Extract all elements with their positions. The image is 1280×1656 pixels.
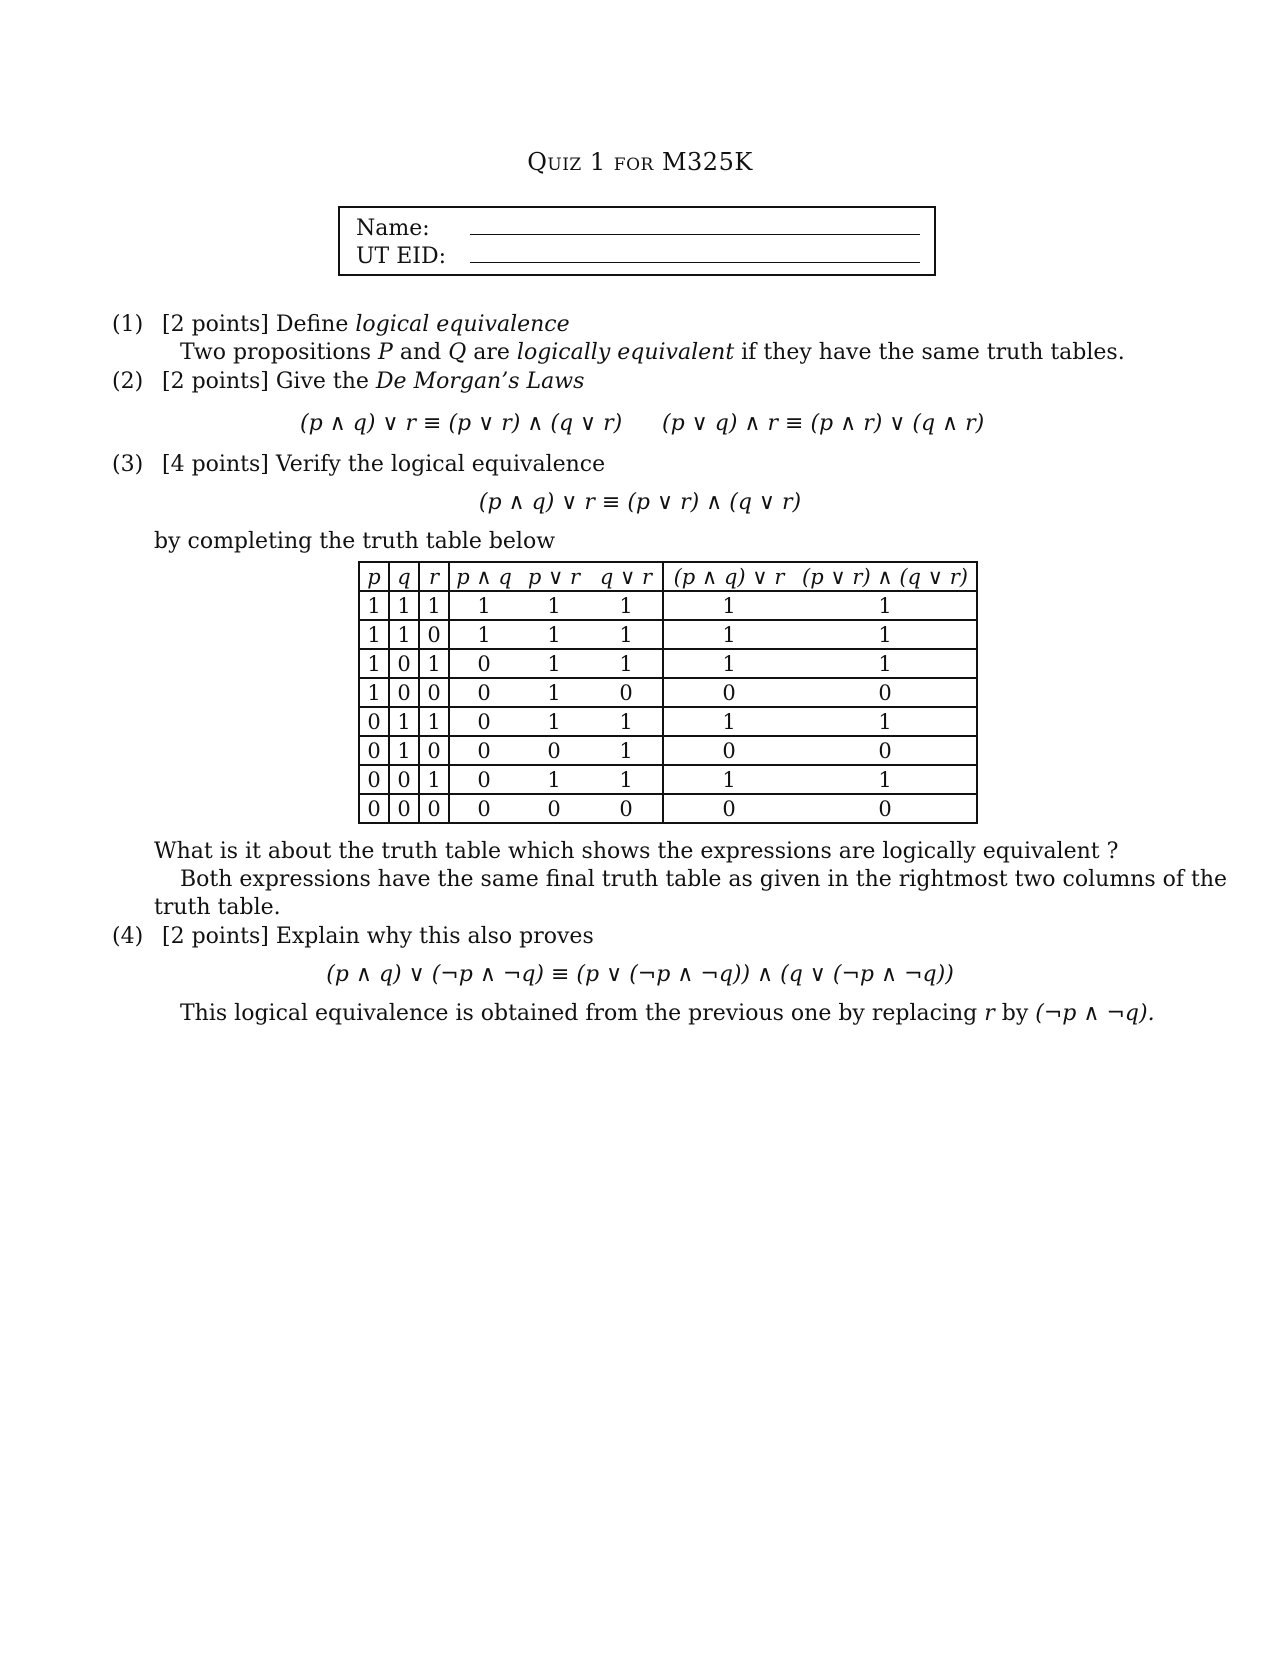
q3-prompt-text: Verify the logical equivalence xyxy=(275,452,606,477)
q3-followup-question: What is it about the truth table which shows the expressions are logically equivalent ? xyxy=(154,839,1119,864)
table-cell: 0 xyxy=(419,794,449,823)
truth-table-header-row xyxy=(359,562,977,591)
q1-prompt-text: Define xyxy=(275,312,349,337)
header-q: q xyxy=(389,562,419,591)
table-row xyxy=(359,794,977,823)
table-cell: 1 xyxy=(419,707,449,736)
table-cell: 0 xyxy=(663,736,794,765)
table-cell: 1 xyxy=(590,707,663,736)
q1-points: [2 points] xyxy=(162,312,269,337)
q1-answer-var-p: P xyxy=(378,340,393,365)
table-cell: 0 xyxy=(419,736,449,765)
header-rhs: (p ∨ r) ∧ (q ∨ r) xyxy=(794,562,977,591)
q4-number: (4) xyxy=(112,924,144,949)
table-cell: 1 xyxy=(449,591,518,620)
table-cell: 1 xyxy=(359,649,389,678)
q3-points: [4 points] xyxy=(162,452,269,477)
q1-answer-text: Two propositions xyxy=(180,340,379,365)
table-row xyxy=(359,765,977,794)
table-cell: 1 xyxy=(663,765,794,794)
q2-points: [2 points] xyxy=(162,369,269,394)
table-cell: 0 xyxy=(518,736,590,765)
q4-points: [2 points] xyxy=(162,924,269,949)
table-row xyxy=(359,736,977,765)
q2-prompt xyxy=(162,368,584,396)
q1-number: (1) xyxy=(112,312,144,337)
table-cell: 1 xyxy=(419,765,449,794)
table-row xyxy=(359,707,977,736)
student-id-box xyxy=(338,206,936,276)
table-cell: 1 xyxy=(518,591,590,620)
header-p-and-q: p ∧ q xyxy=(449,562,518,591)
q4-answer-var: r xyxy=(984,1001,995,1026)
table-cell: 1 xyxy=(389,707,419,736)
table-cell: 0 xyxy=(449,794,518,823)
q3-number: (3) xyxy=(112,452,144,477)
q1-answer-var-q: Q xyxy=(448,340,467,365)
name-field-line[interactable] xyxy=(470,234,920,235)
q4-prompt xyxy=(162,923,594,951)
q2-prompt-term: De Morgan’s Laws xyxy=(375,369,585,394)
truth-table-body xyxy=(359,591,977,823)
table-cell: 1 xyxy=(590,765,663,794)
q3-instruction: by completing the truth table below xyxy=(154,529,556,554)
name-label: Name: xyxy=(356,216,430,241)
q2-law-1: (p ∧ q) ∨ r ≡ (p ∨ r) ∧ (q ∨ r) xyxy=(300,411,623,436)
table-cell: 1 xyxy=(518,678,590,707)
table-row xyxy=(359,591,977,620)
table-row xyxy=(359,620,977,649)
q3-equivalence: (p ∧ q) ∨ r ≡ (p ∨ r) ∧ (q ∨ r) xyxy=(478,490,802,515)
q1-answer-text: are xyxy=(466,340,517,365)
header-lhs: (p ∧ q) ∨ r xyxy=(663,562,794,591)
q1-prompt xyxy=(162,311,570,339)
table-cell: 0 xyxy=(794,736,977,765)
q1-answer xyxy=(180,339,1125,367)
table-cell: 1 xyxy=(794,765,977,794)
q4-equivalence: (p ∧ q) ∨ (¬p ∧ ¬q) ≡ (p ∨ (¬p ∧ ¬q)) ∧ (q ∨ (¬p ∧ ¬q)) xyxy=(326,962,954,987)
table-cell: 0 xyxy=(359,707,389,736)
table-cell: 1 xyxy=(590,620,663,649)
title-prefix: Quiz 1 for xyxy=(527,148,654,176)
table-cell: 1 xyxy=(663,620,794,649)
header-q-or-r: q ∨ r xyxy=(590,562,663,591)
table-cell: 1 xyxy=(590,649,663,678)
eid-label: UT EID: xyxy=(356,244,447,269)
table-cell: 1 xyxy=(359,678,389,707)
table-cell: 0 xyxy=(359,765,389,794)
q1-answer-text: if they have the same truth tables. xyxy=(734,340,1125,365)
table-cell: 1 xyxy=(449,620,518,649)
title-course: M325K xyxy=(661,148,753,176)
table-cell: 0 xyxy=(590,678,663,707)
q1-answer-text: and xyxy=(392,340,449,365)
eid-field-line[interactable] xyxy=(470,262,920,263)
table-cell: 1 xyxy=(389,591,419,620)
table-cell: 0 xyxy=(359,794,389,823)
table-cell: 0 xyxy=(449,649,518,678)
table-cell: 1 xyxy=(518,620,590,649)
table-cell: 1 xyxy=(794,649,977,678)
header-r: r xyxy=(419,562,449,591)
table-cell: 1 xyxy=(663,591,794,620)
table-cell: 1 xyxy=(590,736,663,765)
table-cell: 0 xyxy=(663,678,794,707)
table-cell: 1 xyxy=(389,620,419,649)
table-cell: 0 xyxy=(449,736,518,765)
header-p: p xyxy=(359,562,389,591)
q2-prompt-text: Give the xyxy=(275,369,369,394)
table-cell: 1 xyxy=(518,707,590,736)
table-cell: 1 xyxy=(419,591,449,620)
table-cell: 0 xyxy=(590,794,663,823)
q2-law-2: (p ∨ q) ∧ r ≡ (p ∧ r) ∨ (q ∧ r) xyxy=(662,411,985,436)
table-cell: 0 xyxy=(794,794,977,823)
table-cell: 0 xyxy=(389,765,419,794)
q4-answer-text: This logical equivalence is obtained from the previous one by replacing xyxy=(180,1001,978,1026)
table-cell: 0 xyxy=(419,678,449,707)
q3-followup-answer-line-2: truth table. xyxy=(154,895,281,920)
table-cell: 1 xyxy=(518,765,590,794)
table-cell: 1 xyxy=(419,649,449,678)
table-cell: 1 xyxy=(590,591,663,620)
table-cell: 0 xyxy=(449,678,518,707)
table-cell: 0 xyxy=(419,620,449,649)
table-cell: 0 xyxy=(449,707,518,736)
table-cell: 0 xyxy=(389,794,419,823)
q4-answer-expr: (¬p ∧ ¬q). xyxy=(1035,1001,1155,1026)
table-cell: 1 xyxy=(794,591,977,620)
table-cell: 1 xyxy=(359,620,389,649)
table-cell: 1 xyxy=(663,649,794,678)
q1-prompt-term: logical equivalence xyxy=(355,312,570,337)
table-row xyxy=(359,678,977,707)
header-p-or-r: p ∨ r xyxy=(518,562,590,591)
table-cell: 0 xyxy=(518,794,590,823)
truth-table xyxy=(358,561,978,824)
table-cell: 0 xyxy=(359,736,389,765)
page-title xyxy=(0,148,1280,176)
table-cell: 0 xyxy=(389,649,419,678)
table-cell: 1 xyxy=(794,620,977,649)
q3-followup-answer-line-1: Both expressions have the same final truth table as given in the rightmost two columns of the xyxy=(180,867,1228,892)
table-cell: 1 xyxy=(359,591,389,620)
table-cell: 0 xyxy=(794,678,977,707)
table-cell: 1 xyxy=(518,649,590,678)
q1-answer-term: logically equivalent xyxy=(516,340,735,365)
table-cell: 0 xyxy=(663,794,794,823)
table-cell: 1 xyxy=(389,736,419,765)
q2-number: (2) xyxy=(112,369,144,394)
table-cell: 1 xyxy=(663,707,794,736)
table-row xyxy=(359,649,977,678)
q3-prompt xyxy=(162,451,605,479)
q4-prompt-text: Explain why this also proves xyxy=(275,924,594,949)
table-cell: 1 xyxy=(794,707,977,736)
table-cell: 0 xyxy=(449,765,518,794)
q4-answer xyxy=(180,1000,1155,1028)
table-cell: 0 xyxy=(389,678,419,707)
q4-answer-by: by xyxy=(1001,1001,1029,1026)
